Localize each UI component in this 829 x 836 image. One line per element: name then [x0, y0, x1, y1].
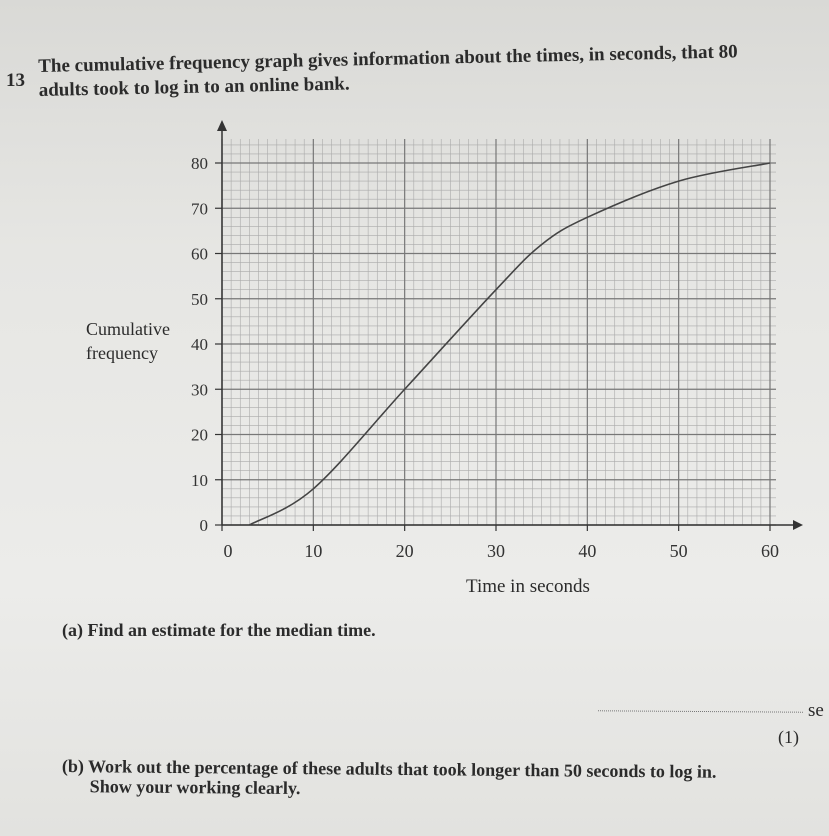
part-b-question	[62, 756, 717, 802]
y-tick-label: 10	[191, 470, 208, 490]
y-tick-label: 0	[199, 516, 208, 535]
part-b-text: (b) Work out the percentage of these adults that took longer than 50 seconds to log in.	[61, 756, 717, 782]
y-tick-label: 40	[191, 335, 208, 354]
ticks	[191, 154, 779, 561]
y-tick-label: 80	[191, 154, 208, 173]
y-tick-label: 20	[191, 425, 208, 445]
marks-label: (1)	[778, 727, 799, 747]
x-tick-label: 50	[669, 541, 688, 561]
x-tick-label: 10	[304, 541, 323, 561]
x-axis-title: Time in seconds	[466, 576, 590, 597]
question-text: The cumulative frequency graph gives information about the times, in seconds, that 80 adults took to log in to an online bank.	[38, 41, 738, 101]
x-tick-label: 20	[395, 541, 414, 561]
y-tick-label: 70	[191, 199, 208, 219]
y-axis-label-text: Cumulative frequency	[86, 319, 170, 363]
major-grid	[222, 139, 776, 525]
part-a-question: (a) Find an estimate for the median time.	[62, 620, 376, 640]
x-tick-label: 60	[761, 541, 779, 561]
y-axis-arrow	[217, 120, 227, 131]
x-tick-label: 0	[223, 541, 233, 561]
x-tick-label: 40	[578, 541, 597, 561]
y-tick-label: 60	[191, 244, 208, 264]
y-tick-label: 50	[191, 289, 208, 309]
question-number: 13	[6, 70, 25, 91]
x-axis-arrow	[793, 520, 803, 530]
y-tick-label: 30	[191, 380, 208, 400]
part-b-instruction: Show your working clearly.	[89, 776, 301, 799]
minor-grid	[222, 139, 776, 525]
answer-unit: se	[808, 700, 824, 721]
x-tick-label: 30	[487, 541, 505, 561]
